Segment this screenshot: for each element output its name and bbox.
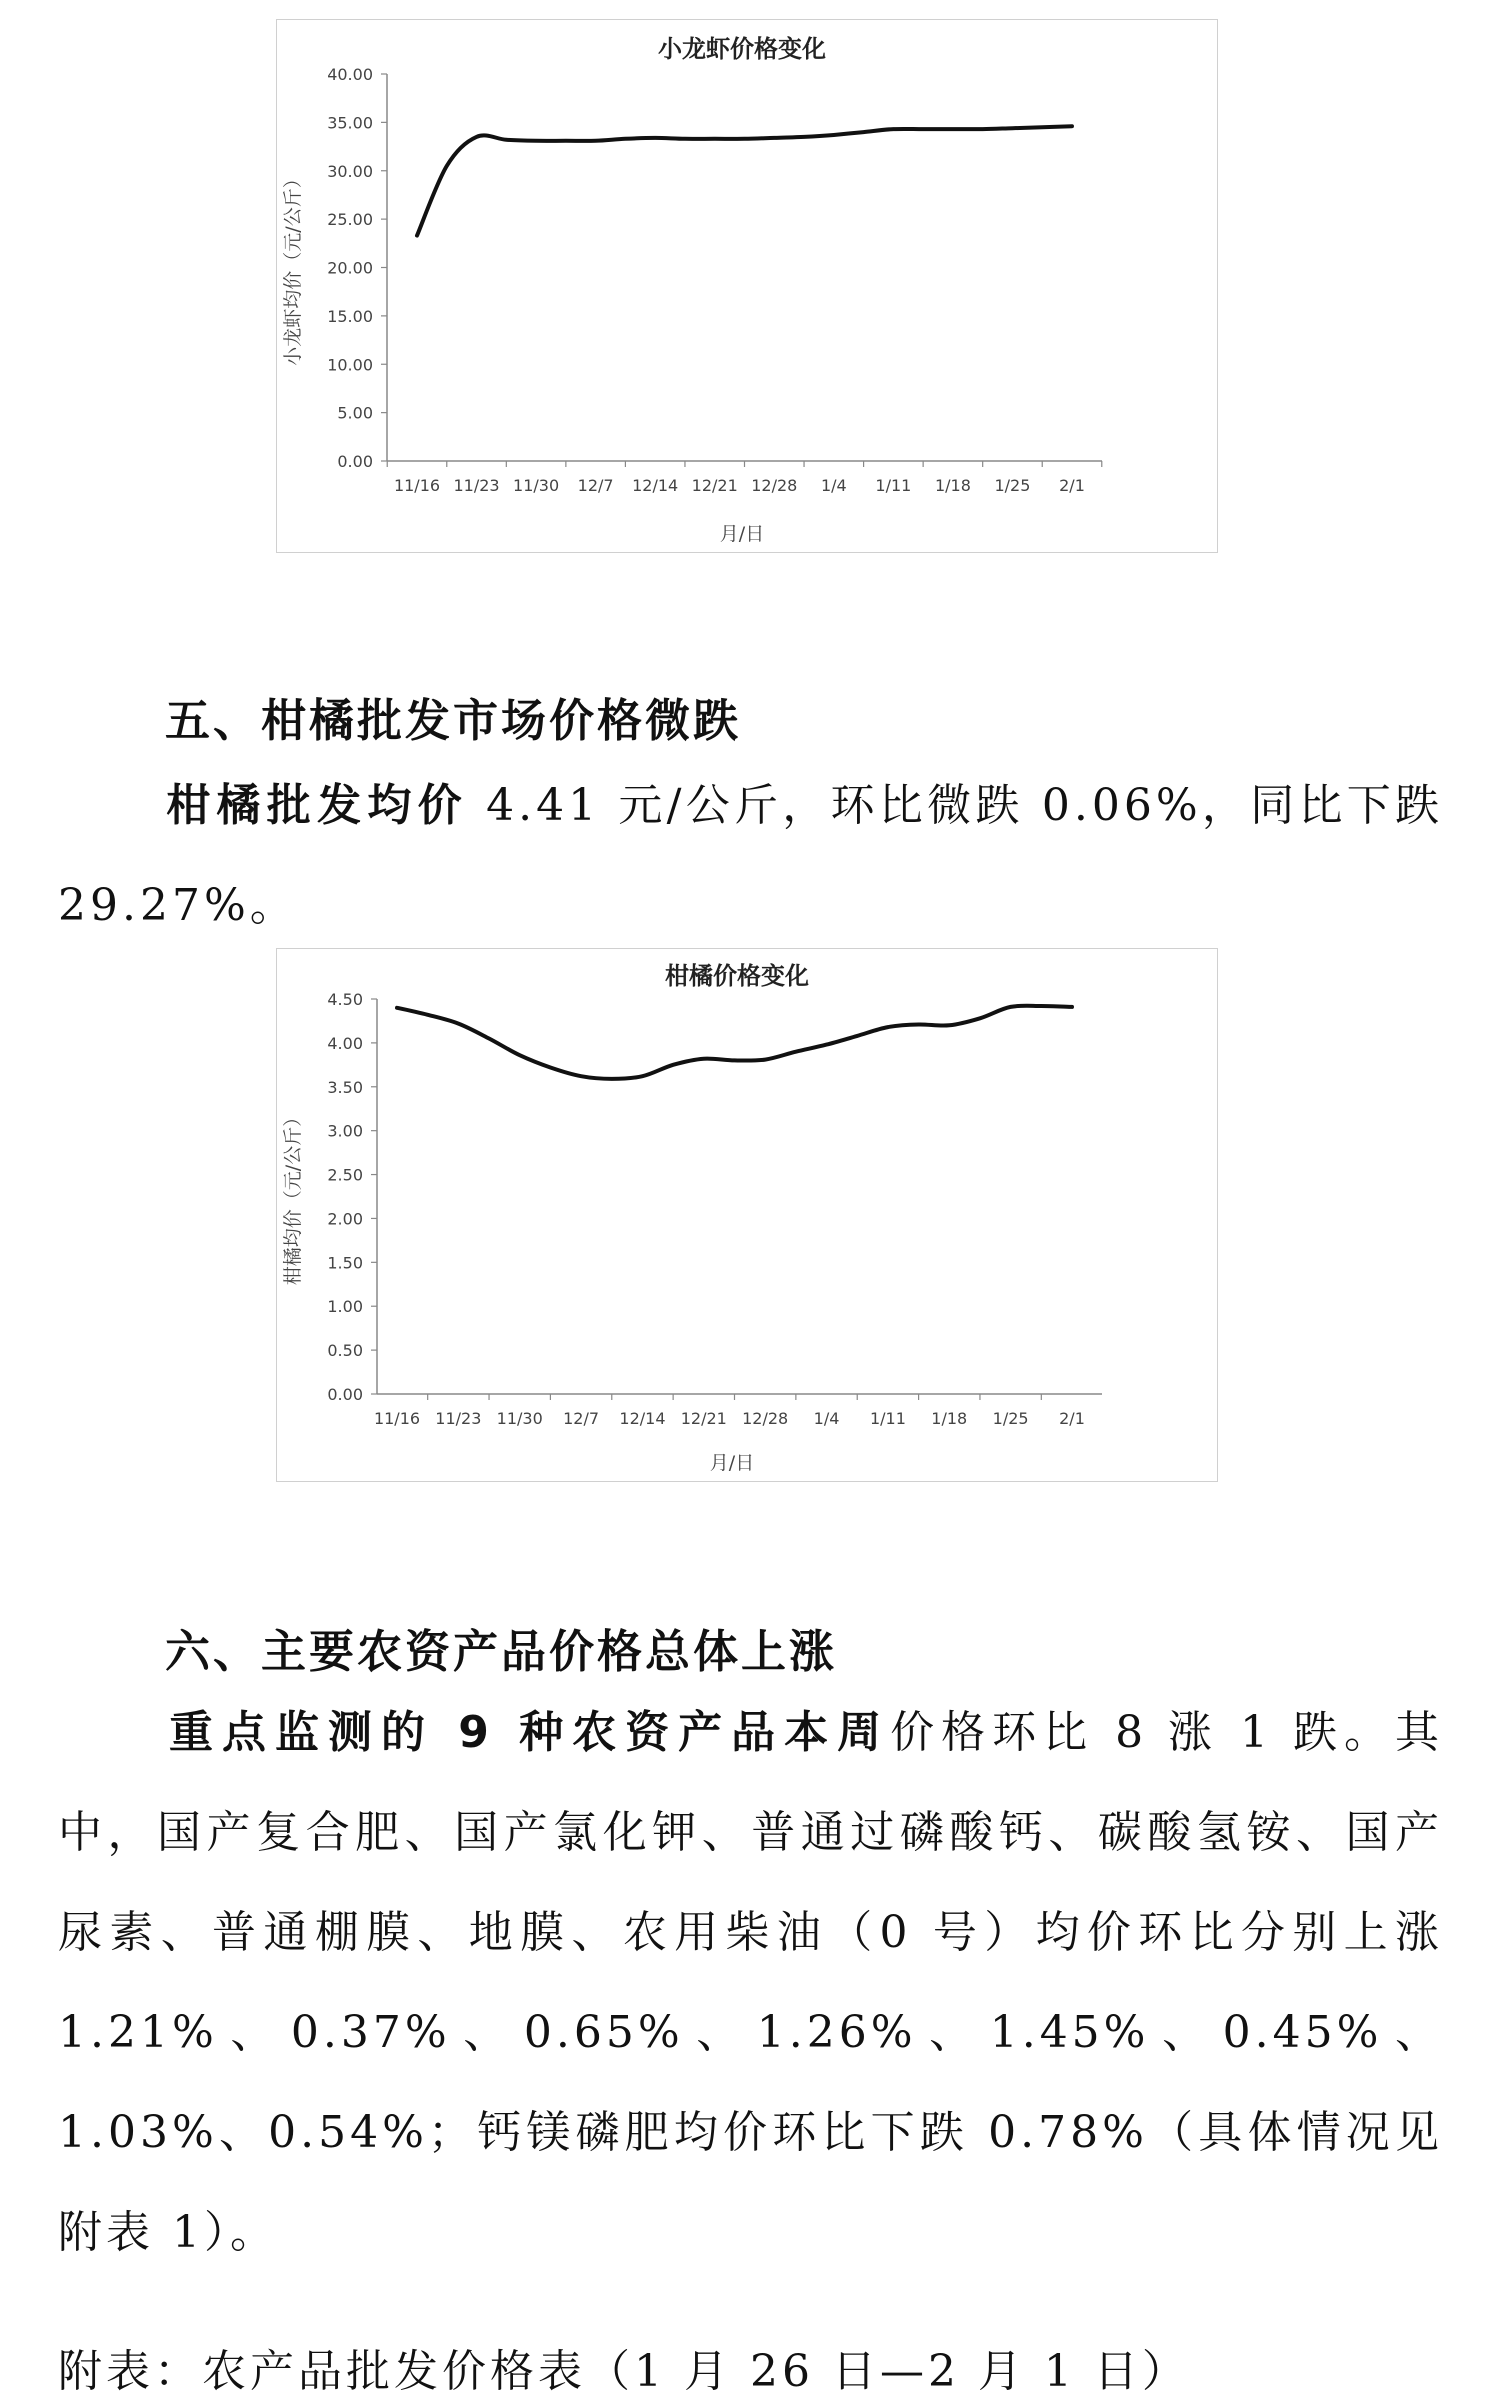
y-tick-label: 4.50 [327, 990, 363, 1009]
crayfish-chart-svg [277, 20, 1217, 552]
x-axis-label: 月/日 [720, 523, 764, 545]
y-tick-label: 2.50 [327, 1166, 363, 1185]
section6-paragraph [58, 1683, 1443, 2283]
price-series-line [417, 126, 1072, 235]
y-tick-label: 2.00 [327, 1209, 363, 1228]
y-tick-label: 15.00 [327, 307, 373, 326]
appendix-caption: 附表：农产品批发价格表（1 月 26 日—2 月 1 日） [58, 2335, 1190, 2399]
x-tick-label: 11/30 [497, 1409, 543, 1428]
y-axis-label: 柑橘均价（元/公斤） [282, 1108, 304, 1285]
chart-title: 柑橘价格变化 [665, 962, 809, 990]
x-tick-label: 11/23 [453, 476, 499, 495]
y-tick-label: 5.00 [337, 404, 373, 423]
y-tick-label: 40.00 [327, 65, 373, 84]
x-tick-label: 1/4 [821, 476, 847, 495]
x-tick-label: 12/14 [619, 1409, 665, 1428]
y-tick-label: 4.00 [327, 1034, 363, 1053]
x-tick-label: 2/1 [1059, 1409, 1085, 1428]
y-tick-label: 20.00 [327, 259, 373, 278]
y-tick-label: 0.50 [327, 1341, 363, 1360]
y-tick-label: 0.00 [337, 452, 373, 471]
x-tick-label: 1/18 [931, 1409, 967, 1428]
section5-paragraph [58, 756, 1443, 956]
citrus-price-chart [276, 948, 1218, 1482]
x-tick-label: 11/16 [394, 476, 440, 495]
y-tick-label: 25.00 [327, 210, 373, 229]
x-tick-label: 1/25 [993, 1409, 1029, 1428]
x-tick-label: 1/4 [814, 1409, 840, 1428]
x-tick-label: 12/28 [751, 476, 797, 495]
section6-heading: 六、主要农资产品价格总体上涨 [165, 1615, 837, 1680]
y-tick-label: 30.00 [327, 162, 373, 181]
y-tick-label: 1.00 [327, 1297, 363, 1316]
x-tick-label: 12/21 [681, 1409, 727, 1428]
x-tick-label: 12/28 [742, 1409, 788, 1428]
y-tick-label: 35.00 [327, 113, 373, 132]
x-tick-label: 12/7 [578, 476, 614, 495]
y-tick-label: 0.00 [327, 1385, 363, 1404]
x-tick-label: 1/11 [870, 1409, 906, 1428]
x-axis-label: 月/日 [710, 1452, 754, 1474]
x-tick-label: 1/25 [994, 476, 1030, 495]
section6-lead: 重点监测的 9 种农资产品本周 [166, 1707, 890, 1758]
citrus-chart-svg [277, 949, 1217, 1481]
section6-body: 价格环比 8 涨 1 跌。其中，国产复合肥、国产氯化钾、普通过磷酸钙、碳酸氢铵、国产尿素、普通棚膜、地膜、农用柴油（0 号）均价环比分别上涨 1.21%、0.37%、0.65%、1.26%、1.45%、0.45%、1.03%、0.54%；钙镁磷肥均价环比下跌 0.78%（具体情况见附表 1）。 [58, 1707, 1443, 2258]
price-series-line [397, 1006, 1072, 1079]
x-tick-label: 1/18 [935, 476, 971, 495]
y-tick-label: 10.00 [327, 355, 373, 374]
x-tick-label: 11/30 [513, 476, 559, 495]
section5-heading: 五、柑橘批发市场价格微跌 [165, 684, 741, 749]
x-tick-label: 11/23 [435, 1409, 481, 1428]
x-tick-label: 12/7 [563, 1409, 599, 1428]
x-tick-label: 1/11 [875, 476, 911, 495]
x-tick-label: 12/14 [632, 476, 678, 495]
y-axis-label: 小龙虾均价（元/公斤） [282, 169, 304, 365]
y-tick-label: 3.00 [327, 1122, 363, 1141]
x-tick-label: 11/16 [374, 1409, 420, 1428]
section5-body: 4.41 元/公斤，环比微跌 0.06%，同比下跌 29.27%。 [58, 780, 1443, 931]
crayfish-price-chart [276, 19, 1218, 553]
x-tick-label: 2/1 [1059, 476, 1085, 495]
x-tick-label: 12/21 [692, 476, 738, 495]
y-tick-label: 3.50 [327, 1078, 363, 1097]
y-tick-label: 1.50 [327, 1253, 363, 1272]
chart-title: 小龙虾价格变化 [658, 35, 826, 63]
section5-lead: 柑橘批发均价 [166, 780, 468, 831]
